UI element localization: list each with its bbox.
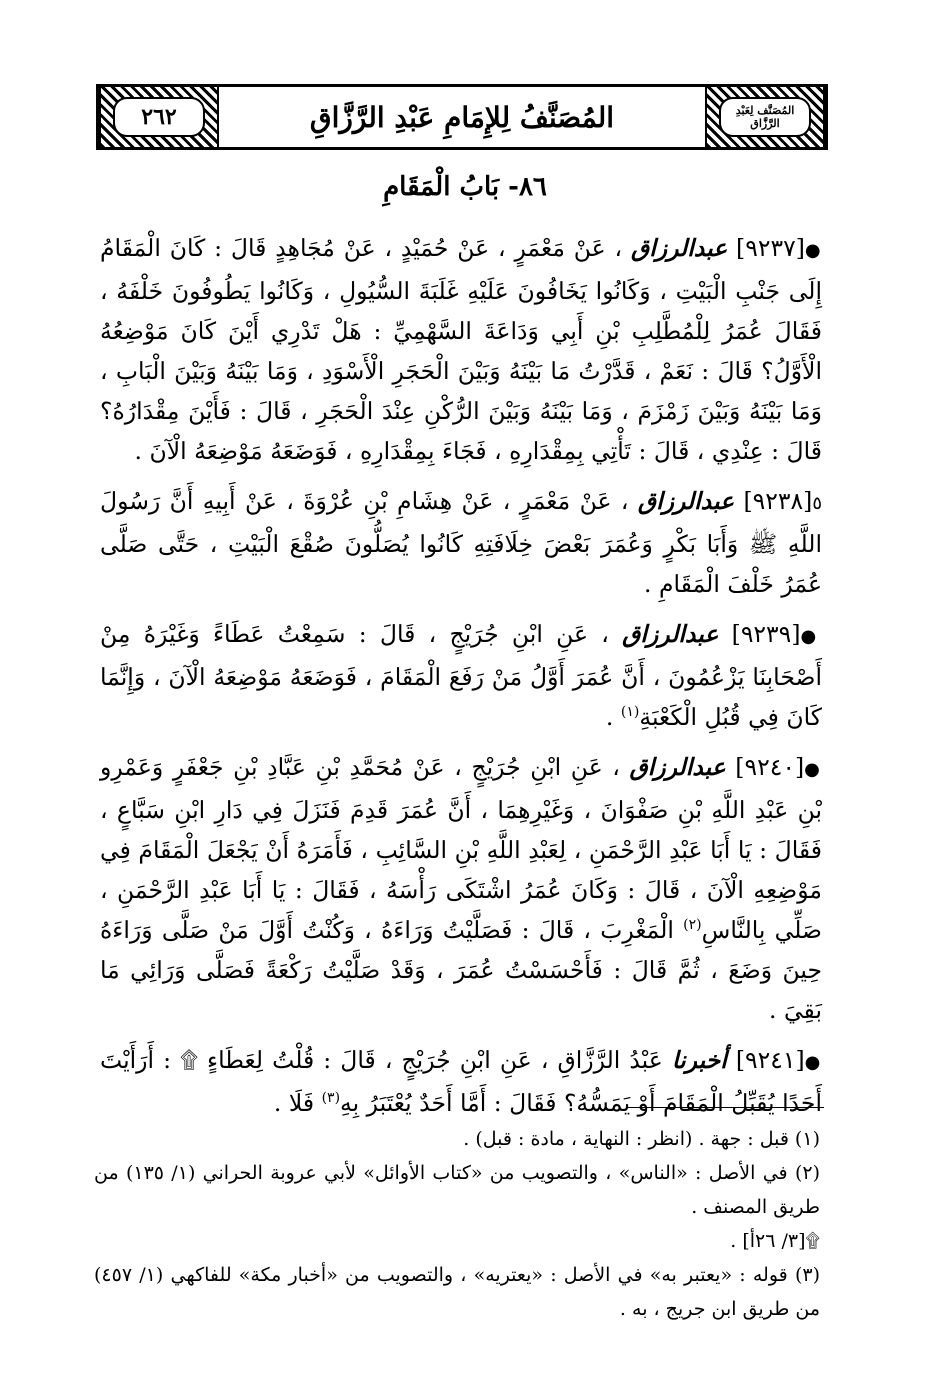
footnotes — [94, 1122, 820, 1326]
hadith-entry — [100, 228, 822, 471]
hadith-entry — [100, 1040, 822, 1123]
footnote: ۩[٣/ ٢٦أ] . — [730, 1230, 820, 1252]
hadith-entry — [100, 481, 822, 604]
hadith-text: ، عَنْ مَعْمَرٍ ، عَنْ هِشَامِ بْنِ عُرْوَةَ ، عَنْ أَبِيهِ أَنَّ رَسُولَ اللَّهِ ﷺ وَأَبَا بَكْرٍ وَعُمَرَ بَعْضَ خِلَافَتِهِ كَانُوا يُصَلُّونَ صُقْعَ الْبَيْتِ ، حَتَّى صَلَّى عُمَرُ خَلْفَ الْمَقَامِ . — [100, 487, 822, 598]
hadith-number: [٩٢٣٨] — [743, 487, 813, 515]
hadith-text: ، عَنِ ابْنِ جُرَيْجٍ ، قَالَ : سَمِعْتُ عَطَاءً وَغَيْرَهُ مِنْ أَصْحَابِنَا يَزْعُمُونَ ، أَنَّ عُمَرَ أَوَّلُ مَنْ رَفَعَ الْمَقَامَ ، فَوَضَعَهُ مَوْضِعَهُ الْآنَ ، وَإِنَّمَا كَانَ فِي قُبُلِ الْكَعْبَةِ — [100, 620, 822, 731]
narrator: عبدالرزاق — [630, 234, 728, 262]
entry-marker: ٥ — [812, 493, 822, 514]
book-title: المُصَنَّفُ لِلإِمَامِ عَبْدِ الرَّزَّاقِ — [309, 100, 615, 134]
narrator: عبدالرزاق — [629, 753, 726, 781]
hadith-entry — [100, 747, 822, 1030]
footnote: (١) قبل : جهة . (انظر : النهاية ، مادة : قبل) . — [463, 1128, 820, 1150]
page-number: ٢٦٢ — [113, 97, 205, 137]
footnote-ref[interactable]: (٣) — [321, 1090, 341, 1107]
hadith-entry — [100, 614, 822, 737]
footnote: (٣) قوله : «يعتبر به» في الأصل : «يعتريه» ، والتصويب من «أخبار مكة» للفاكهي (١/ ٤٥٧) من طريق ابن جريج ، به . — [94, 1264, 820, 1320]
hadith-text: عَبْدُ الرَّزَّاقِ ، عَنِ ابْنِ جُرَيْجٍ ، قَالَ : قُلْتُ لِعَطَاءٍ ۩ : أَرَأَيْتَ أَحَدًا يُقَبِّلُ الْمَقَامَ أَوْ يَمَسُّهُ؟ فَقَالَ : أَمَّا أَحَدٌ يُعْتَبَرُ بِهِ — [100, 1046, 822, 1117]
hadith-number: [٩٢٣٧] — [736, 234, 805, 262]
hadith-text-tail: . — [605, 703, 621, 731]
hadith-text: ، عَنْ مَعْمَرٍ ، عَنْ حُمَيْدٍ ، عَنْ مُجَاهِدٍ قَالَ : كَانَ الْمَقَامُ إِلَى جَنْبِ الْبَيْتِ ، وَكَانُوا يَخَافُونَ عَلَيْهِ غَلَبَةَ السُّيُولِ ، وَكَانُوا يَطُوفُونَ خَلْفَهُ ، فَقَالَ عُمَرُ لِلْمُطَّلِبِ بْنِ أَبِي وَدَاعَةَ السَّهْمِيِّ : هَلْ تَدْرِي أَيْنَ كَانَ مَوْضِعُهُ الْأَوَّلُ؟ قَالَ : نَعَمْ ، قَدَّرْتُ مَا بَيْنَهُ وَبَيْنَ الْحَجَرِ الْأَسْوَدِ ، وَمَا بَيْنَهُ وَبَيْنَ الْبَابِ ، وَمَا بَيْنَهُ وَبَيْنَ زَمْزَمَ ، وَمَا بَيْنَهُ وَبَيْنَ الرُّكْنِ عِنْدَ الْحَجَرِ ، قَالَ : فَأَيْنَ مِقْدَارُهُ؟ قَالَ : عِنْدِي ، قَالَ : تَأْتِي بِمِقْدَارِهِ ، فَجَاءَ بِمِقْدَارِهِ ، فَوَضَعَهُ مَوْضِعَهُ الْآنَ . — [100, 234, 822, 465]
narrator: أخبرنا — [671, 1046, 727, 1074]
footnote-ref[interactable]: (٢) — [683, 917, 702, 934]
entry-marker: ● — [804, 240, 822, 261]
hadith-number: [٩٢٤٠] — [735, 753, 805, 781]
narrator: عبدالرزاق — [622, 620, 719, 648]
page-header — [96, 84, 828, 150]
entry-marker: ● — [804, 759, 822, 780]
hadith-text: ، عَنِ ابْنِ جُرَيْجٍ ، عَنْ مُحَمَّدِ بْنِ عَبَّادِ بْنِ جَعْفَرٍ وَعَمْرِو بْنِ عَبْدِ اللَّهِ بْنِ صَفْوَانَ ، وَغَيْرِهِمَا ، أَنَّ عُمَرَ قَدِمَ فَنَزَلَ فِي دَارِ ابْنِ سَبَّاعٍ ، فَقَالَ : يَا أَبَا عَبْدِ الرَّحْمَنِ ، لِعَبْدِ اللَّهِ بْنِ السَّائِبِ ، فَأَمَرَهُ أَنْ يَجْعَلَ الْمَقَامَ فِي مَوْضِعِهِ الْآنَ ، قَالَ : وَكَانَ عُمَرُ اشْتَكَى رَأْسَهُ ، فَقَالَ : يَا أَبَا عَبْدِ الرَّحْمَنِ ، صَلِّي بِالنَّاسِ — [100, 753, 822, 944]
hadith-body — [100, 228, 822, 1133]
book-emblem — [705, 87, 825, 147]
hadith-text-tail: الْمَغْرِبَ ، قَالَ : فَصَلَّيْتُ وَرَاءَهُ ، وَكُنْتُ أَوَّلَ مَنْ صَلَّى وَرَاءَهُ حِينَ وَضَعَ ، ثُمَّ قَالَ : فَأَحْسَسْتُ عُمَرَ ، وَقَدْ صَلَّيْتُ رَكْعَةً فَصَلَّى وَرَائِي مَا بَقِيَ . — [100, 916, 822, 1024]
hadith-number: [٩٢٤١] — [735, 1046, 805, 1074]
book-emblem-text: المُصَنَّف لِعَبْدِ الرَّزَّاق — [719, 97, 811, 137]
footnote-divider — [628, 1107, 824, 1108]
footnote: (٢) في الأصل : «الناس» ، والتصويب من «كتاب الأوائل» لأبي عروبة الحراني (١/ ١٣٥) من طريق المصنف . — [94, 1162, 821, 1218]
entry-marker: ● — [804, 1052, 822, 1073]
footnote-ref[interactable]: (١) — [620, 704, 640, 721]
page-number-ornament — [99, 87, 219, 147]
hadith-text-tail: فَلَا . — [273, 1089, 322, 1117]
entry-marker: ● — [800, 626, 822, 647]
hadith-number: [٩٢٣٩] — [731, 620, 801, 648]
chapter-title: ٨٦- بَابُ الْمَقَامِ — [383, 172, 547, 202]
narrator: عبدالرزاق — [637, 487, 735, 515]
